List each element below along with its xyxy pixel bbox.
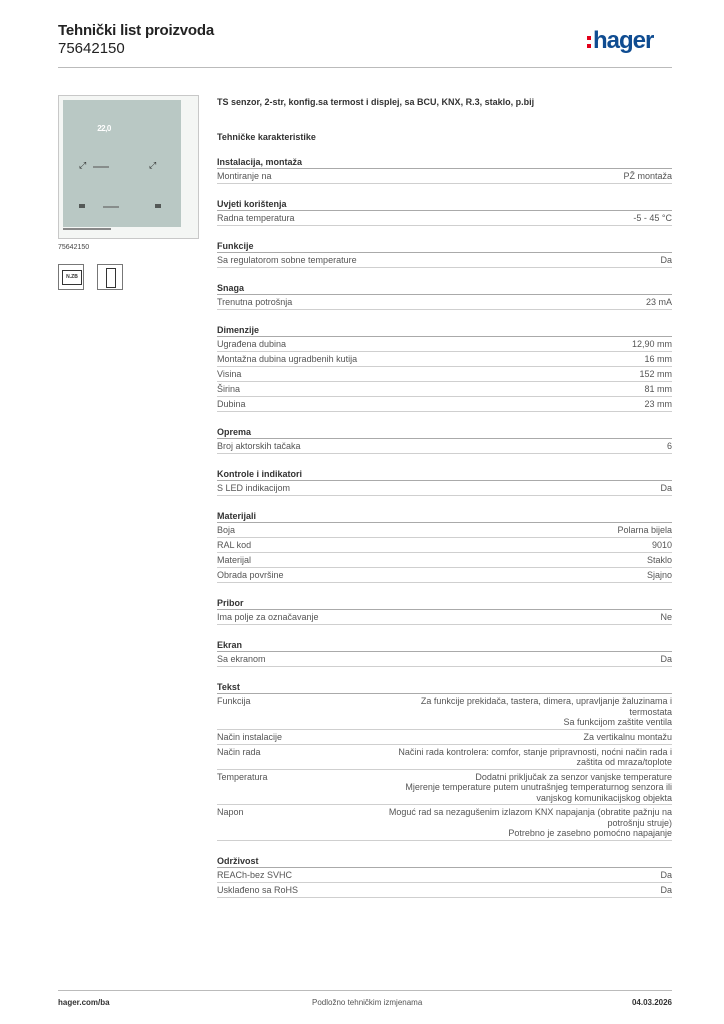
spec-key: Način rada [217, 746, 261, 757]
spec-key: Montiranje na [217, 171, 272, 181]
spec-content [217, 96, 672, 912]
spec-value: 152 mm [639, 369, 672, 379]
logo-text: hager [593, 27, 654, 54]
spec-value: Da [660, 654, 672, 664]
flush-mount-icon [97, 264, 123, 290]
spec-value: 16 mm [644, 354, 672, 364]
section-title: Uvjeti korištenja [217, 198, 672, 211]
spec-value: Polarna bijela [617, 525, 672, 535]
label-strip [103, 206, 119, 208]
product-title: TS senzor, 2-str, konfig.sa termost i displej, sa BCU, KNX, R.3, staklo, p.bij [217, 97, 535, 107]
header-divider [58, 67, 672, 68]
spec-row [217, 439, 672, 454]
spec-value: 6 [666, 441, 672, 451]
spec-value: Dodatni priključak za senzor vanjske temperature Mjerenje temperature putem unutrašnjeg temperaturnog senzora ili vanjskog komunikacijskog objekta [405, 771, 672, 803]
spec-key: Sa regulatorom sobne temperature [217, 255, 357, 265]
spec-key: Usklađeno sa RoHS [217, 884, 299, 895]
spec-row [217, 553, 672, 568]
spec-value: 12,90 mm [631, 339, 672, 349]
spec-section [217, 468, 672, 496]
spec-key: Ima polje za označavanje [217, 612, 319, 622]
spec-row [217, 382, 672, 397]
spec-key: Trenutna potrošnja [217, 297, 293, 307]
spec-row [217, 169, 672, 184]
logo-dots-icon [587, 36, 591, 48]
spec-row [217, 295, 672, 310]
arrow-icon: ⤢ [149, 160, 157, 170]
spec-row [217, 568, 672, 583]
spec-value: Za vertikalnu montažu [583, 731, 672, 742]
section-title: Instalacija, montaža [217, 156, 672, 169]
spec-row [217, 538, 672, 553]
spec-section [217, 510, 672, 583]
spec-row [217, 652, 672, 667]
spec-value: PŽ montaža [623, 171, 672, 181]
spec-key: Boja [217, 525, 236, 535]
spec-row [217, 337, 672, 352]
hager-logo [593, 27, 653, 55]
spec-section [217, 681, 672, 841]
spec-value: 23 mA [645, 297, 672, 307]
spec-key: Temperatura [217, 771, 268, 782]
spec-value: 23 mm [644, 399, 672, 409]
spec-key: Sa ekranom [217, 654, 266, 664]
spec-section [217, 639, 672, 667]
spec-row [217, 745, 672, 770]
spec-value: 9010 [651, 540, 672, 550]
spec-value: Za funkcije prekidača, tastera, dimera, upravljanje žaluzinama i termostata Sa funkcijom zaštite ventila [420, 696, 672, 727]
spec-key: Materijal [217, 555, 252, 565]
spec-row [217, 770, 672, 806]
product-image [58, 95, 199, 239]
section-title: Tekst [217, 681, 672, 694]
section-title: Dimenzije [217, 324, 672, 337]
spec-row [217, 610, 672, 625]
spec-key: Način instalacije [217, 731, 283, 742]
spec-value: -5 - 45 °C [633, 213, 672, 223]
section-title: Materijali [217, 510, 672, 523]
spec-row [217, 397, 672, 412]
section-title: Funkcije [217, 240, 672, 253]
spec-section [217, 324, 672, 412]
spec-section [217, 198, 672, 226]
spec-row [217, 730, 672, 745]
spec-value: Da [660, 884, 672, 895]
spec-row [217, 868, 672, 883]
spec-row [217, 253, 672, 268]
section-title: Snaga [217, 282, 672, 295]
spec-section [217, 282, 672, 310]
section-title: Ekran [217, 639, 672, 652]
tech-heading: Tehničke karakteristike [217, 132, 316, 142]
spec-section [217, 426, 672, 454]
spec-row [217, 352, 672, 367]
spec-value: Moguć rad sa nezagušenim izlazom KNX napajanja (obratite pažnju na potrošnju struje) Potrebno je zasebno pomoćno napajanje [388, 807, 672, 838]
label-strip [93, 166, 109, 168]
spec-key: Visina [217, 369, 242, 379]
spec-key: Radna temperatura [217, 213, 295, 223]
spec-key: Napon [217, 807, 244, 817]
spec-row [217, 805, 672, 841]
spec-section [217, 597, 672, 625]
spec-value: Da [660, 869, 672, 880]
section-title: Kontrole i indikatori [217, 468, 672, 481]
arrow-icon: ⤢ [79, 160, 87, 170]
spec-row [217, 694, 672, 730]
spec-value: 81 mm [644, 384, 672, 394]
spec-row [217, 211, 672, 226]
button-icon [155, 204, 161, 208]
spec-key: Širina [217, 384, 241, 394]
spec-row [217, 481, 672, 496]
spec-value: Staklo [646, 555, 672, 565]
spec-key: Broj aktorskih tačaka [217, 441, 301, 451]
spec-sections [217, 156, 672, 898]
knx-certification-icon: N.ZB [58, 264, 84, 290]
spec-section [217, 855, 672, 898]
spec-row [217, 883, 672, 898]
spec-row [217, 523, 672, 538]
spec-section [217, 240, 672, 268]
section-title: Održivost [217, 855, 672, 868]
image-sku-caption: 75642150 [58, 244, 90, 251]
doc-title: Tehnički list proizvoda [58, 22, 214, 39]
glass-panel-illustration [63, 100, 181, 227]
display-readout: 22,0 [97, 124, 111, 133]
image-caption-mark [63, 228, 181, 231]
spec-value: Sjajno [646, 570, 672, 580]
spec-key: Funkcija [217, 696, 251, 706]
spec-value: Da [660, 483, 672, 493]
spec-row [217, 367, 672, 382]
spec-key: Obrada površine [217, 570, 284, 580]
section-title: Oprema [217, 426, 672, 439]
footer-divider [58, 990, 672, 991]
spec-section [217, 156, 672, 184]
spec-value: Ne [660, 612, 672, 622]
spec-key: Montažna dubina ugradbenih kutija [217, 354, 358, 364]
spec-value: Načini rada kontrolera: comfor, stanje pripravnosti, noćni način rada i zaštita od mraza/toplote [398, 746, 672, 767]
spec-key: REACh-bez SVHC [217, 869, 293, 880]
section-title: Pribor [217, 597, 672, 610]
button-icon [79, 204, 85, 208]
doc-sku: 75642150 [58, 40, 125, 57]
spec-key: Ugrađena dubina [217, 339, 287, 349]
footer-website[interactable]: hager.com/ba [58, 998, 110, 1007]
spec-key: S LED indikacijom [217, 483, 291, 493]
footer-date: 04.03.2026 [631, 998, 672, 1007]
spec-key: RAL kod [217, 540, 252, 550]
spec-key: Dubina [217, 399, 246, 409]
spec-value: Da [660, 255, 672, 265]
footer-disclaimer: Podložno tehničkim izmjenama [312, 998, 423, 1007]
